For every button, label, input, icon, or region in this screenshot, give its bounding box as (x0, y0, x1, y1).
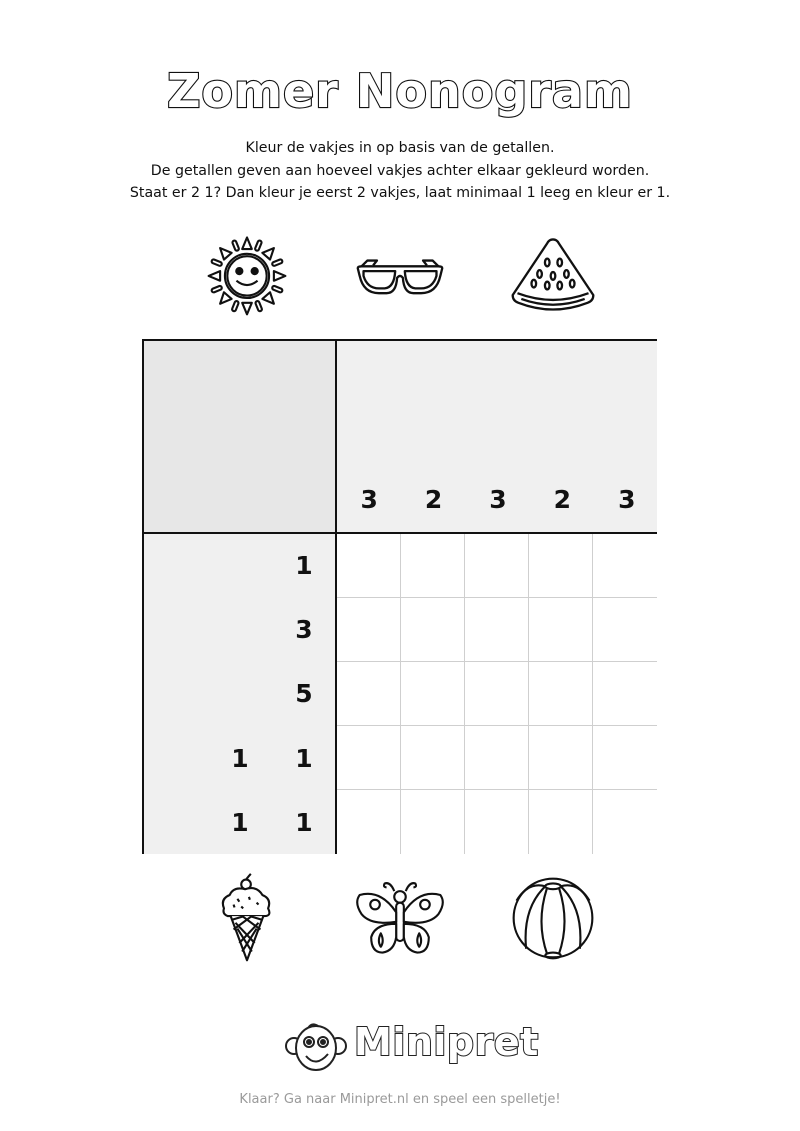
logo-text: Minipret (354, 1020, 539, 1064)
row-clue: 1 (231, 808, 249, 837)
butterfly-icon (352, 870, 448, 966)
puzzle-grid (337, 534, 657, 854)
corner-blank (144, 341, 337, 534)
grid-cell[interactable] (593, 534, 657, 598)
grid-cell[interactable] (401, 598, 465, 662)
grid-cell[interactable] (337, 726, 401, 790)
grid-cell[interactable] (593, 790, 657, 854)
grid-cell[interactable] (401, 534, 465, 598)
column-clue: 2 (553, 485, 572, 514)
grid-cell[interactable] (529, 726, 593, 790)
grid-cell[interactable] (529, 598, 593, 662)
row-clue: 5 (295, 679, 313, 708)
footer-text: Klaar? Ga naar Minipret.nl en speel een spelletje! (239, 1092, 561, 1107)
grid-cell[interactable] (401, 662, 465, 726)
grid-cell[interactable] (337, 662, 401, 726)
grid-cell[interactable] (465, 726, 529, 790)
grid-cell[interactable] (529, 534, 593, 598)
row-clue: 1 (295, 808, 313, 837)
instruction-line: De getallen geven aan hoeveel vakjes achter elkaar gekleurd worden. (150, 162, 650, 179)
grid-cell[interactable] (465, 598, 529, 662)
grid-cell[interactable] (465, 534, 529, 598)
column-clue: 2 (424, 485, 443, 514)
grid-cell[interactable] (337, 598, 401, 662)
grid-cell[interactable] (337, 790, 401, 854)
grid-cell[interactable] (529, 662, 593, 726)
monkey-icon (284, 1020, 348, 1074)
column-clue: 3 (618, 485, 636, 514)
grid-cell[interactable] (529, 790, 593, 854)
row-clue: 3 (295, 615, 313, 644)
row-clue: 1 (295, 744, 313, 773)
instruction-line: Staat er 2 1? Dan kleur je eerst 2 vakjes, laat minimaal 1 leeg en kleur er 1. (129, 185, 671, 201)
grid-cell[interactable] (593, 662, 657, 726)
instructions (0, 137, 800, 205)
grid-cell[interactable] (465, 790, 529, 854)
beach-ball-icon (505, 870, 601, 966)
watermelon-icon (505, 226, 601, 322)
sunglasses-icon (352, 226, 448, 322)
column-clue: 3 (360, 485, 378, 514)
grid-cell[interactable] (593, 726, 657, 790)
grid-cell[interactable] (593, 598, 657, 662)
row-clue: 1 (295, 551, 313, 580)
grid-cell[interactable] (337, 534, 401, 598)
sun-icon (199, 226, 295, 322)
ice-cream-icon (199, 870, 295, 966)
column-clue: 3 (489, 485, 507, 514)
grid-cell[interactable] (401, 726, 465, 790)
page-title: Zomer Nonogram (167, 64, 633, 118)
grid-cell[interactable] (465, 662, 529, 726)
row-clues (144, 534, 337, 854)
nonogram-puzzle (142, 339, 657, 854)
column-clues (337, 341, 657, 534)
instruction-line: Kleur de vakjes in op basis van de getallen. (245, 140, 555, 156)
grid-cell[interactable] (401, 790, 465, 854)
minipret-logo (284, 1018, 539, 1078)
row-clue: 1 (231, 744, 249, 773)
